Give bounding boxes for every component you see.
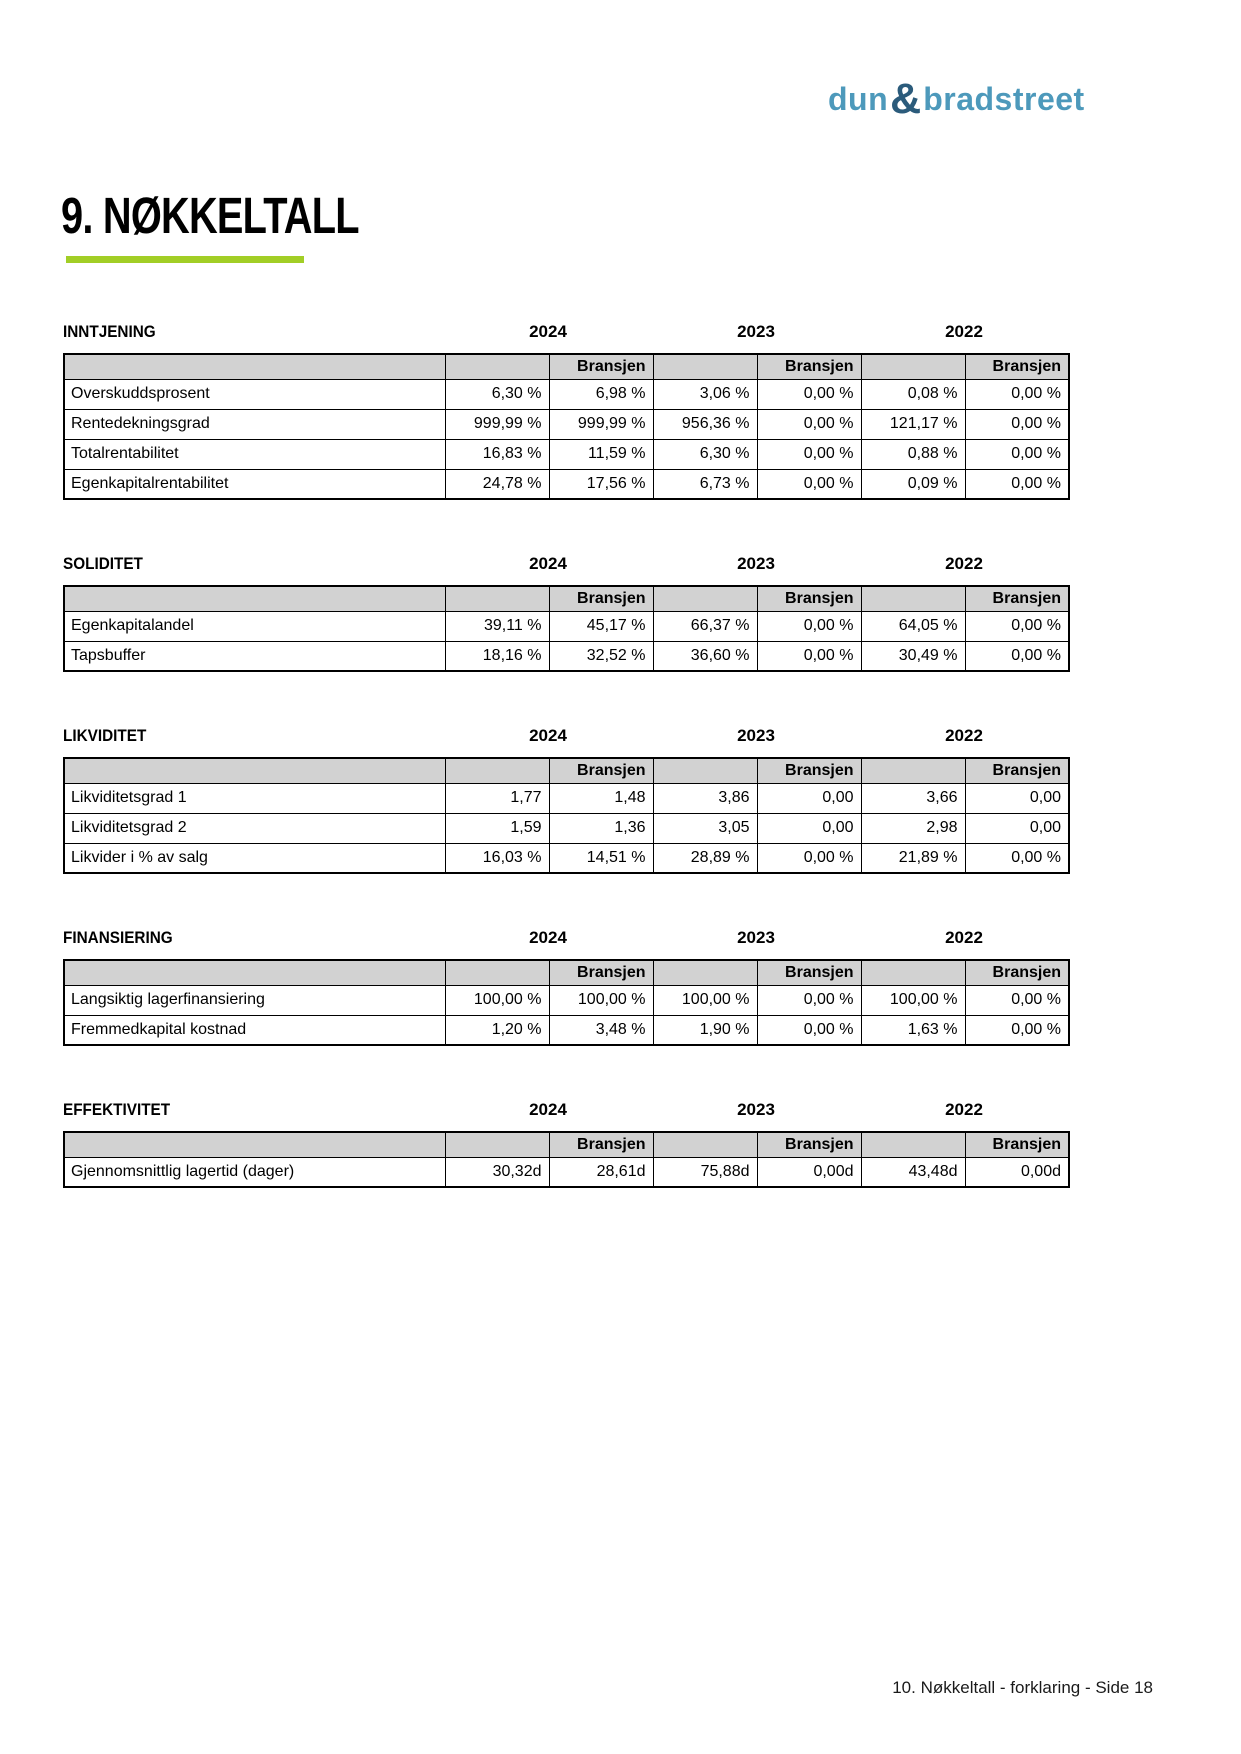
company-header-cell <box>445 354 549 379</box>
year-header: 2024 <box>529 322 567 341</box>
kpi-table <box>63 757 1070 874</box>
bransjen-header-cell: Bransjen <box>757 354 861 379</box>
row-label-cell: Langsiktig lagerfinansiering <box>64 985 445 1015</box>
logo-ampersand-icon: & <box>890 75 922 123</box>
table-header-row <box>64 960 1069 985</box>
company-header-cell <box>653 354 757 379</box>
value-cell: 11,59 % <box>549 439 653 469</box>
value-cell: 1,59 <box>445 813 549 843</box>
label-header-cell <box>64 1132 445 1157</box>
value-cell: 45,17 % <box>549 611 653 641</box>
label-header-cell <box>64 354 445 379</box>
value-cell: 100,00 % <box>653 985 757 1015</box>
section-finansiering <box>63 928 1068 1046</box>
bransjen-header-cell: Bransjen <box>549 354 653 379</box>
row-label-cell: Egenkapitalandel <box>64 611 445 641</box>
company-header-cell <box>861 758 965 783</box>
value-cell: 0,88 % <box>861 439 965 469</box>
company-header-cell <box>653 1132 757 1157</box>
value-cell: 0,00 % <box>965 379 1069 409</box>
value-cell: 0,00 % <box>965 1015 1069 1045</box>
kpi-table <box>63 585 1070 672</box>
label-header-cell <box>64 960 445 985</box>
company-header-cell <box>653 586 757 611</box>
value-cell: 21,89 % <box>861 843 965 873</box>
table-row <box>64 379 1069 409</box>
bransjen-header-cell: Bransjen <box>757 586 861 611</box>
kpi-table <box>63 959 1070 1046</box>
bransjen-header-cell: Bransjen <box>965 758 1069 783</box>
year-header: 2024 <box>529 928 567 947</box>
value-cell: 64,05 % <box>861 611 965 641</box>
kpi-table <box>63 1131 1070 1188</box>
value-cell: 0,00 % <box>965 611 1069 641</box>
bransjen-header-cell: Bransjen <box>965 354 1069 379</box>
section-effektivitet <box>63 1100 1068 1188</box>
value-cell: 6,30 % <box>653 439 757 469</box>
year-header: 2023 <box>737 726 775 745</box>
table-row <box>64 439 1069 469</box>
table-row <box>64 611 1069 641</box>
value-cell: 1,63 % <box>861 1015 965 1045</box>
row-label-cell: Gjennomsnittlig lagertid (dager) <box>64 1157 445 1187</box>
company-header-cell <box>653 758 757 783</box>
company-header-cell <box>445 1132 549 1157</box>
bransjen-header-cell: Bransjen <box>549 960 653 985</box>
page-footer: 10. Nøkkeltall - forklaring - Side 18 <box>892 1678 1153 1697</box>
value-cell: 0,00 % <box>757 843 861 873</box>
section-soliditet <box>63 554 1068 672</box>
value-cell: 121,17 % <box>861 409 965 439</box>
value-cell: 0,00 <box>965 813 1069 843</box>
section-likviditet <box>63 726 1068 874</box>
value-cell: 0,08 % <box>861 379 965 409</box>
bransjen-header-cell: Bransjen <box>549 586 653 611</box>
row-label-cell: Rentedekningsgrad <box>64 409 445 439</box>
row-label-cell: Likviditetsgrad 2 <box>64 813 445 843</box>
year-header: 2024 <box>529 554 567 573</box>
value-cell: 1,48 <box>549 783 653 813</box>
bransjen-header-cell: Bransjen <box>757 1132 861 1157</box>
value-cell: 6,98 % <box>549 379 653 409</box>
label-header-cell <box>64 758 445 783</box>
bransjen-header-cell: Bransjen <box>549 758 653 783</box>
value-cell: 30,49 % <box>861 641 965 671</box>
value-cell: 100,00 % <box>549 985 653 1015</box>
value-cell: 0,00 % <box>757 1015 861 1045</box>
section-inntjening <box>63 322 1068 500</box>
value-cell: 18,16 % <box>445 641 549 671</box>
row-label-cell: Fremmedkapital kostnad <box>64 1015 445 1045</box>
value-cell: 0,00d <box>965 1157 1069 1187</box>
value-cell: 999,99 % <box>549 409 653 439</box>
value-cell: 14,51 % <box>549 843 653 873</box>
value-cell: 100,00 % <box>861 985 965 1015</box>
dun-bradstreet-logo <box>828 72 1085 121</box>
value-cell: 0,09 % <box>861 469 965 499</box>
value-cell: 39,11 % <box>445 611 549 641</box>
value-cell: 0,00d <box>757 1157 861 1187</box>
year-header: 2024 <box>529 1100 567 1119</box>
value-cell: 0,00 % <box>965 439 1069 469</box>
value-cell: 0,00 % <box>757 469 861 499</box>
row-label-cell: Egenkapitalrentabilitet <box>64 469 445 499</box>
table-row <box>64 843 1069 873</box>
value-cell: 43,48d <box>861 1157 965 1187</box>
value-cell: 100,00 % <box>445 985 549 1015</box>
table-header-row <box>64 758 1069 783</box>
value-cell: 17,56 % <box>549 469 653 499</box>
bransjen-header-cell: Bransjen <box>965 1132 1069 1157</box>
section-title: LIKVIDITET <box>63 726 147 745</box>
value-cell: 0,00 % <box>965 843 1069 873</box>
value-cell: 16,83 % <box>445 439 549 469</box>
kpi-tables-container <box>63 322 1068 1242</box>
value-cell: 1,90 % <box>653 1015 757 1045</box>
value-cell: 1,36 <box>549 813 653 843</box>
value-cell: 0,00 % <box>965 469 1069 499</box>
value-cell: 32,52 % <box>549 641 653 671</box>
row-label-cell: Overskuddsprosent <box>64 379 445 409</box>
value-cell: 0,00 % <box>757 409 861 439</box>
value-cell: 0,00 % <box>757 379 861 409</box>
company-header-cell <box>861 1132 965 1157</box>
value-cell: 999,99 % <box>445 409 549 439</box>
value-cell: 1,77 <box>445 783 549 813</box>
value-cell: 0,00 % <box>757 641 861 671</box>
value-cell: 28,61d <box>549 1157 653 1187</box>
value-cell: 0,00 % <box>965 985 1069 1015</box>
table-row <box>64 813 1069 843</box>
value-cell: 3,86 <box>653 783 757 813</box>
section-title: INNTJENING <box>63 322 156 341</box>
label-header-cell <box>64 586 445 611</box>
year-header: 2022 <box>945 322 983 341</box>
value-cell: 36,60 % <box>653 641 757 671</box>
year-header: 2024 <box>529 726 567 745</box>
table-row <box>64 469 1069 499</box>
value-cell: 1,20 % <box>445 1015 549 1045</box>
bransjen-header-cell: Bransjen <box>965 960 1069 985</box>
value-cell: 0,00 <box>757 783 861 813</box>
section-title: EFFEKTIVITET <box>63 1100 171 1119</box>
value-cell: 0,00 % <box>757 439 861 469</box>
value-cell: 956,36 % <box>653 409 757 439</box>
company-header-cell <box>861 354 965 379</box>
section-header <box>63 928 1068 948</box>
table-row <box>64 1015 1069 1045</box>
company-header-cell <box>445 960 549 985</box>
company-header-cell <box>445 586 549 611</box>
logo-text-dun: dun <box>828 81 889 117</box>
value-cell: 3,06 % <box>653 379 757 409</box>
value-cell: 0,00 % <box>965 409 1069 439</box>
table-header-row <box>64 354 1069 379</box>
value-cell: 3,48 % <box>549 1015 653 1045</box>
logo-text-bradstreet: bradstreet <box>923 81 1085 117</box>
value-cell: 0,00 <box>757 813 861 843</box>
bransjen-header-cell: Bransjen <box>757 758 861 783</box>
value-cell: 6,30 % <box>445 379 549 409</box>
value-cell: 0,00 % <box>757 985 861 1015</box>
table-header-row <box>64 1132 1069 1157</box>
company-header-cell <box>861 960 965 985</box>
row-label-cell: Totalrentabilitet <box>64 439 445 469</box>
company-header-cell <box>653 960 757 985</box>
year-header: 2023 <box>737 928 775 947</box>
year-header: 2022 <box>945 1100 983 1119</box>
section-header <box>63 322 1068 342</box>
year-header: 2022 <box>945 726 983 745</box>
value-cell: 16,03 % <box>445 843 549 873</box>
value-cell: 0,00 % <box>757 611 861 641</box>
year-header: 2022 <box>945 554 983 573</box>
value-cell: 24,78 % <box>445 469 549 499</box>
company-header-cell <box>445 758 549 783</box>
table-row <box>64 641 1069 671</box>
value-cell: 2,98 <box>861 813 965 843</box>
kpi-table <box>63 353 1070 500</box>
value-cell: 66,37 % <box>653 611 757 641</box>
table-row <box>64 409 1069 439</box>
table-row <box>64 783 1069 813</box>
year-header: 2023 <box>737 322 775 341</box>
value-cell: 0,00 <box>965 783 1069 813</box>
value-cell: 3,05 <box>653 813 757 843</box>
row-label-cell: Likvider i % av salg <box>64 843 445 873</box>
year-header: 2023 <box>737 1100 775 1119</box>
row-label-cell: Tapsbuffer <box>64 641 445 671</box>
row-label-cell: Likviditetsgrad 1 <box>64 783 445 813</box>
value-cell: 0,00 % <box>965 641 1069 671</box>
section-header <box>63 554 1068 574</box>
bransjen-header-cell: Bransjen <box>757 960 861 985</box>
bransjen-header-cell: Bransjen <box>965 586 1069 611</box>
value-cell: 6,73 % <box>653 469 757 499</box>
title-accent-bar <box>66 256 304 263</box>
year-header: 2022 <box>945 928 983 947</box>
section-header <box>63 1100 1068 1120</box>
page-title: 9. NØKKELTALL <box>61 187 359 244</box>
section-title: SOLIDITET <box>63 554 143 573</box>
value-cell: 28,89 % <box>653 843 757 873</box>
bransjen-header-cell: Bransjen <box>549 1132 653 1157</box>
year-header: 2023 <box>737 554 775 573</box>
company-header-cell <box>861 586 965 611</box>
section-title: FINANSIERING <box>63 928 173 947</box>
table-header-row <box>64 586 1069 611</box>
value-cell: 3,66 <box>861 783 965 813</box>
section-header <box>63 726 1068 746</box>
table-row <box>64 1157 1069 1187</box>
value-cell: 30,32d <box>445 1157 549 1187</box>
value-cell: 75,88d <box>653 1157 757 1187</box>
table-row <box>64 985 1069 1015</box>
